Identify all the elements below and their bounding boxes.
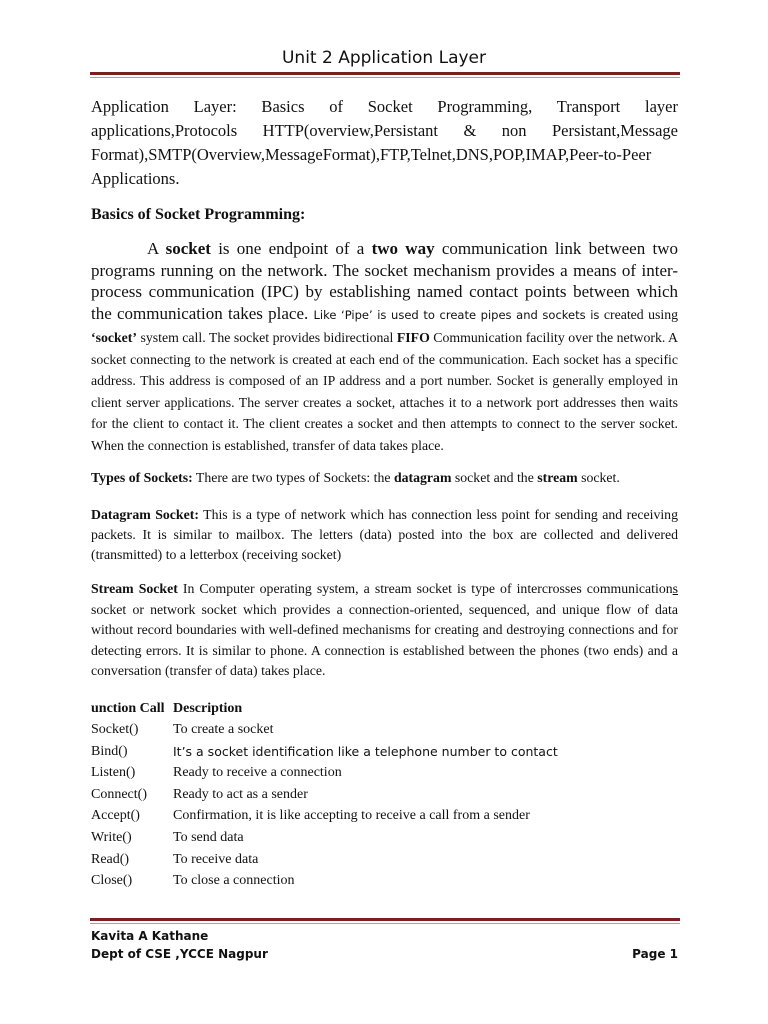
function-description: Ready to receive a connection [173, 765, 342, 781]
function-description: To close a connection [173, 873, 295, 889]
stream-socket-paragraph: Stream Socket In Computer operating system, a stream socket is type of intercrosses communications socket or network socket which provides a connection-oriented, sequenced, and unique flow of data without record boundaries with well-defined mechanisms for creating and destroying connections and for detecting errors. It is similar to phone. A connection is established between the phones (two ends) and a conversation (transfer of data) takes place. [91, 581, 678, 678]
table-row [91, 827, 678, 849]
function-name: Listen() [91, 765, 136, 781]
table-row [91, 719, 678, 741]
footer-author: Kavita A Kathane [91, 929, 209, 943]
function-name: Read() [91, 851, 130, 867]
page-footer [91, 927, 678, 963]
function-name: Write() [91, 830, 132, 846]
socket-definition-paragraph: A socket is one endpoint of a two way communication link between two programs running on the network. The socket mechanism provides a means of inter-process communication (IPC) by establishing named contact points between which the communication takes place. Like ‘Pipe’ is used to create pipes and sockets is created using ‘socket’ system call. The socket provides bidirectional FIFO Communication facility over the network. A socket connecting to the network is created at each end of the communication. Each socket has a specific address. This address is composed of an IP address and a port number. Socket is generally employed in client server applications. The server creates a socket, attaches it to a network port addresses then waits for the client to contact it. The client creates a socket and then attempts to connect to the server socket. When the connection is established, transfer of data takes place. [91, 239, 679, 453]
table-header-row [91, 698, 678, 720]
footer-department: Dept of CSE ,YCCE Nagpur [91, 947, 268, 961]
intro-paragraph: Application Layer: Basics of Socket Programming, Transport layer applications,Protocols HTTP(overview,Persistant & non Persistant,Message Format),SMTP(Overview,MessageFormat),FTP,Telnet,DNS,POP,IMAP,Peer-to-Peer Applications. [91, 97, 678, 188]
document-body [91, 95, 678, 892]
column-header-function: unction Call [91, 700, 165, 716]
table-row [91, 741, 678, 763]
footer-divider [90, 918, 680, 921]
page-title: Unit 2 Application Layer [281, 48, 487, 68]
function-name: Socket() [91, 722, 139, 738]
function-description: To send data [173, 830, 244, 846]
table-row [91, 870, 678, 892]
function-description: It’s a socket identification like a telephone number to contact [173, 743, 558, 759]
function-name: Close() [91, 873, 133, 889]
function-description: To receive data [173, 851, 259, 867]
header-divider [90, 72, 680, 75]
table-row [91, 784, 678, 806]
table-row [91, 849, 678, 871]
function-name: Bind() [91, 743, 128, 759]
table-row [91, 805, 678, 827]
socket-types-paragraph: Types of Sockets: There are two types of Sockets: the datagram socket and the stream socket. [91, 470, 620, 485]
function-name: Accept() [91, 808, 140, 824]
section-heading-socket-basics: Basics of Socket Programming: [91, 206, 306, 223]
datagram-socket-paragraph: Datagram Socket: This is a type of network which has connection less point for sending and receiving packets. It is similar to mailbox. The letters (data) posted into the box are collected and delivered (transmitted) to a letterbox (receiving socket) [91, 507, 678, 562]
function-description: Confirmation, it is like accepting to receive a call from a sender [173, 808, 530, 824]
page-number: Page 1 [632, 947, 678, 961]
table-row [91, 762, 678, 784]
column-header-description: Description [173, 700, 243, 716]
function-description: Ready to act as a sender [173, 786, 308, 802]
function-call-table [91, 698, 678, 892]
function-name: Connect() [91, 786, 147, 802]
function-description: To create a socket [173, 722, 274, 738]
